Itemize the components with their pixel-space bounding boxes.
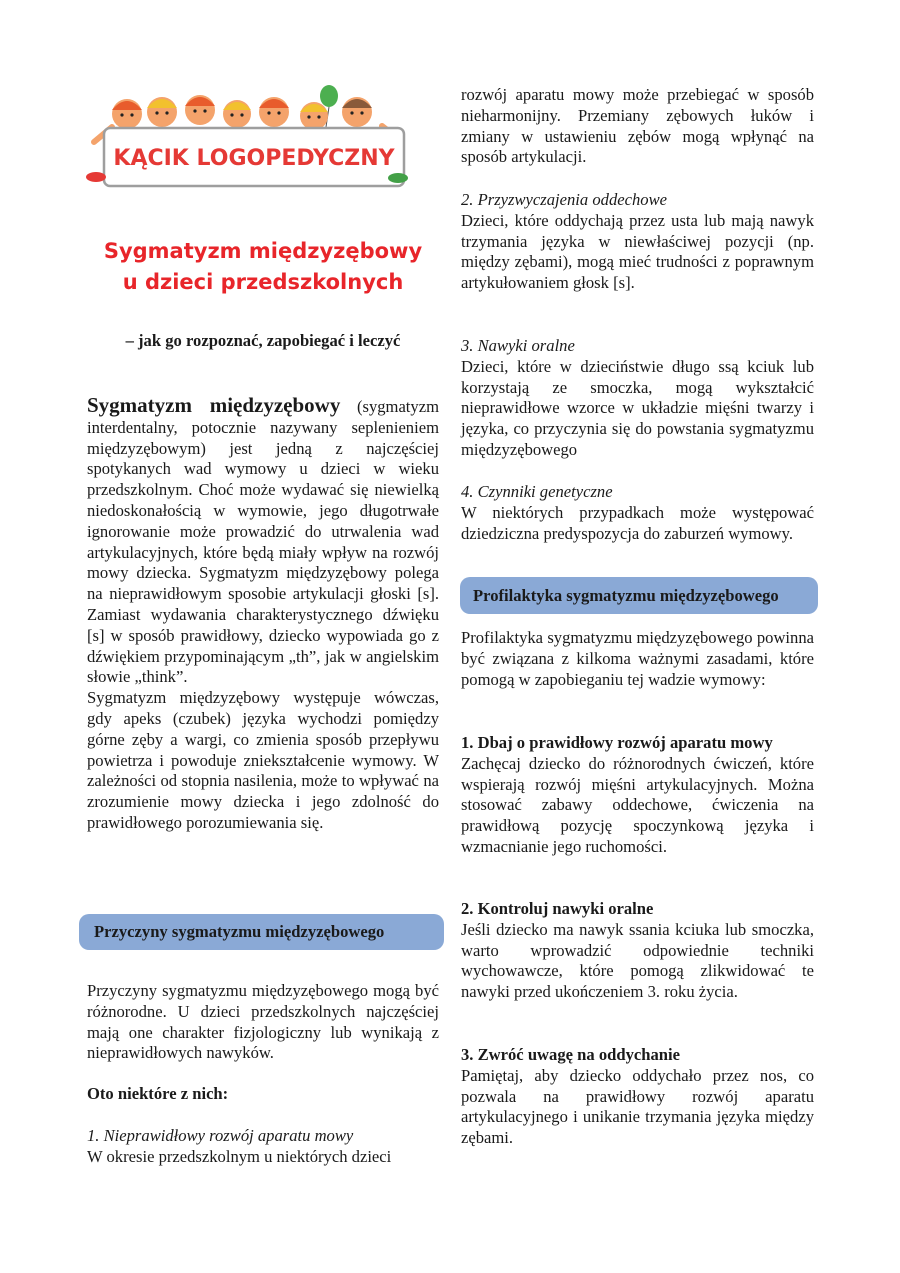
prevention-item-2-text: Jeśli dziecko ma nawyk ssania kciuka lub smoczka, warto wprowadzić odpowiednie techniki wychowawcze, które pomogą zlikwidować te nawyki przed ukończeniem 3. roku życia. (461, 919, 814, 1002)
prevention-item-3 (461, 1045, 814, 1149)
causes-list-intro: Oto niektóre z nich: (87, 1084, 229, 1103)
intro-paragraph-2: Sygmatyzm międzyzębowy występuje wówczas, gdy apeks (czubek) języka wychodzi pomiędzy górne zęby a wargi, co zmienia sposób przepływu powietrza i powoduje zniekształcenie wymowy. W zależności od stopnia nasilenia, może to wpływać na zrozumienie mowy dziecka i jego zdolność do prawidłowego porozumiewania się. (87, 688, 439, 832)
prevention-item-1-title: 1. Dbaj o prawidłowy rozwój aparatu mowy (461, 733, 773, 752)
title-line-2: u dzieci przedszkolnych (122, 270, 404, 294)
causes-intro (87, 981, 439, 1064)
page-subtitle: – jak go rozpoznać, zapobiegać i leczyć (125, 331, 401, 350)
logo-text: KĄCIK LOGOPEDYCZNY (113, 146, 395, 171)
cause-item-2-title: 2. Przyzwyczajenia oddechowe (461, 190, 667, 209)
title-line-1: Sygmatyzm międzyzębowy (103, 239, 423, 263)
prevention-item-2 (461, 899, 814, 1003)
prevention-item-1-text: Zachęcaj dziecko do różnorodnych ćwiczeń, które wspierają rozwój mięśni artykulacyjnych. Można stosować zabawy oddechowe, ćwiczenia na prawidłową pozycję spoczynkową języka i wzmacnianie jego ruchomości. (461, 753, 814, 856)
cause-item-4-text: W niektórych przypadkach może występować dziedziczna predyspozycja do zaburzeń wymowy. (461, 502, 814, 543)
intro-section (87, 395, 439, 834)
section-heading-causes: Przyczyny sygmatyzmu międzyzębowego (79, 914, 444, 950)
intro-paragraph-1 (87, 395, 439, 688)
page-title (87, 236, 439, 298)
cause-item-1-continued (461, 85, 814, 168)
cause-item-1-start (87, 1126, 439, 1168)
cause-item-2-text: Dzieci, które oddychają przez usta lub mają nawyk trzymania języka w niewłaściwej pozycji (np. między zębami), mogą mieć trudności z poprawnym artykułowaniem głosk [s]. (461, 210, 814, 293)
causes-list-intro-block (87, 1084, 439, 1105)
children-with-balloons-logo (82, 82, 412, 194)
prevention-intro (461, 628, 814, 690)
cause-item-1-text-part1: W okresie przedszkolnym u niektórych dzieci (87, 1146, 392, 1166)
cause-item-3-text: Dzieci, które w dzieciństwie długo ssą kciuk lub korzystają ze smoczka, mogą wykształcić nieprawidłowe wzorce w układzie mięśni twarzy i języka, co przyczynia się do powstania sygmatyzmu międzyzębowego (461, 356, 814, 459)
cause-item-3 (461, 336, 814, 461)
prevention-paragraph: Profilaktyka sygmatyzmu międzyzębowego powinna być związana z kilkoma ważnymi zasadami, które pomogą w zapobieganiu tej wadzie wymowy: (461, 628, 814, 689)
cause-item-4 (461, 482, 814, 544)
intro-paragraph-1-text: (sygmatyzm interdentalny, potocznie nazywany seplenieniem międzyzębowym) jest jedną z najczęściej spotykanych wad wymowy u dzieci w wieku przedszkolnym. Choć może wydawać się niewielką niedoskonałością w wymowie, jego długotrwałe ignorowanie może prowadzić do utrwalenia wad artykulacyjnych, które będą miały wpływ na rozwój mowy dziecka. Sygmatyzm międzyzębowy polega na nieprawidłowym sposobie artykulacji głoski [s]. Zamiast wydawania charakterystycznego dźwięku [s] w sposób prawidłowy, dziecko wypowiada go z dźwiękiem przypominającym „th”, jak w angielskim słowie „think”. (87, 397, 439, 687)
section-heading-prevention: Profilaktyka sygmatyzmu międzyzębowego (460, 577, 818, 614)
cause-item-1-text-part2: rozwój aparatu mowy może przebiegać w sposób nieharmonijny. Przemiany zębowych łuków i zmiany w ustawieniu zębów mogą wpłynąć na sposób artykulacji. (461, 85, 814, 167)
prevention-item-3-title: 3. Zwróć uwagę na oddychanie (461, 1045, 680, 1064)
causes-paragraph: Przyczyny sygmatyzmu międzyzębowego mogą być różnorodne. U dzieci przedszkolnych najczęściej mają one charakter fizjologiczny lub wynikają z nieprawidłowych nawyków. (87, 981, 439, 1063)
cause-item-1-title: 1. Nieprawidłowy rozwój aparatu mowy (87, 1126, 354, 1145)
cause-item-4-title: 4. Czynniki genetyczne (461, 482, 613, 501)
intro-lead: Sygmatyzm międzyzębowy (87, 393, 341, 417)
prevention-item-1 (461, 733, 814, 858)
prevention-item-2-title: 2. Kontroluj nawyki oralne (461, 899, 654, 918)
cause-item-3-title: 3. Nawyki oralne (461, 336, 575, 355)
cause-item-2 (461, 190, 814, 294)
prevention-item-3-text: Pamiętaj, aby dziecko oddychało przez nos, co pozwala na prawidłowy rozwój aparatu artykulacyjnego i unikanie trzymania języka między zębami. (461, 1065, 814, 1148)
